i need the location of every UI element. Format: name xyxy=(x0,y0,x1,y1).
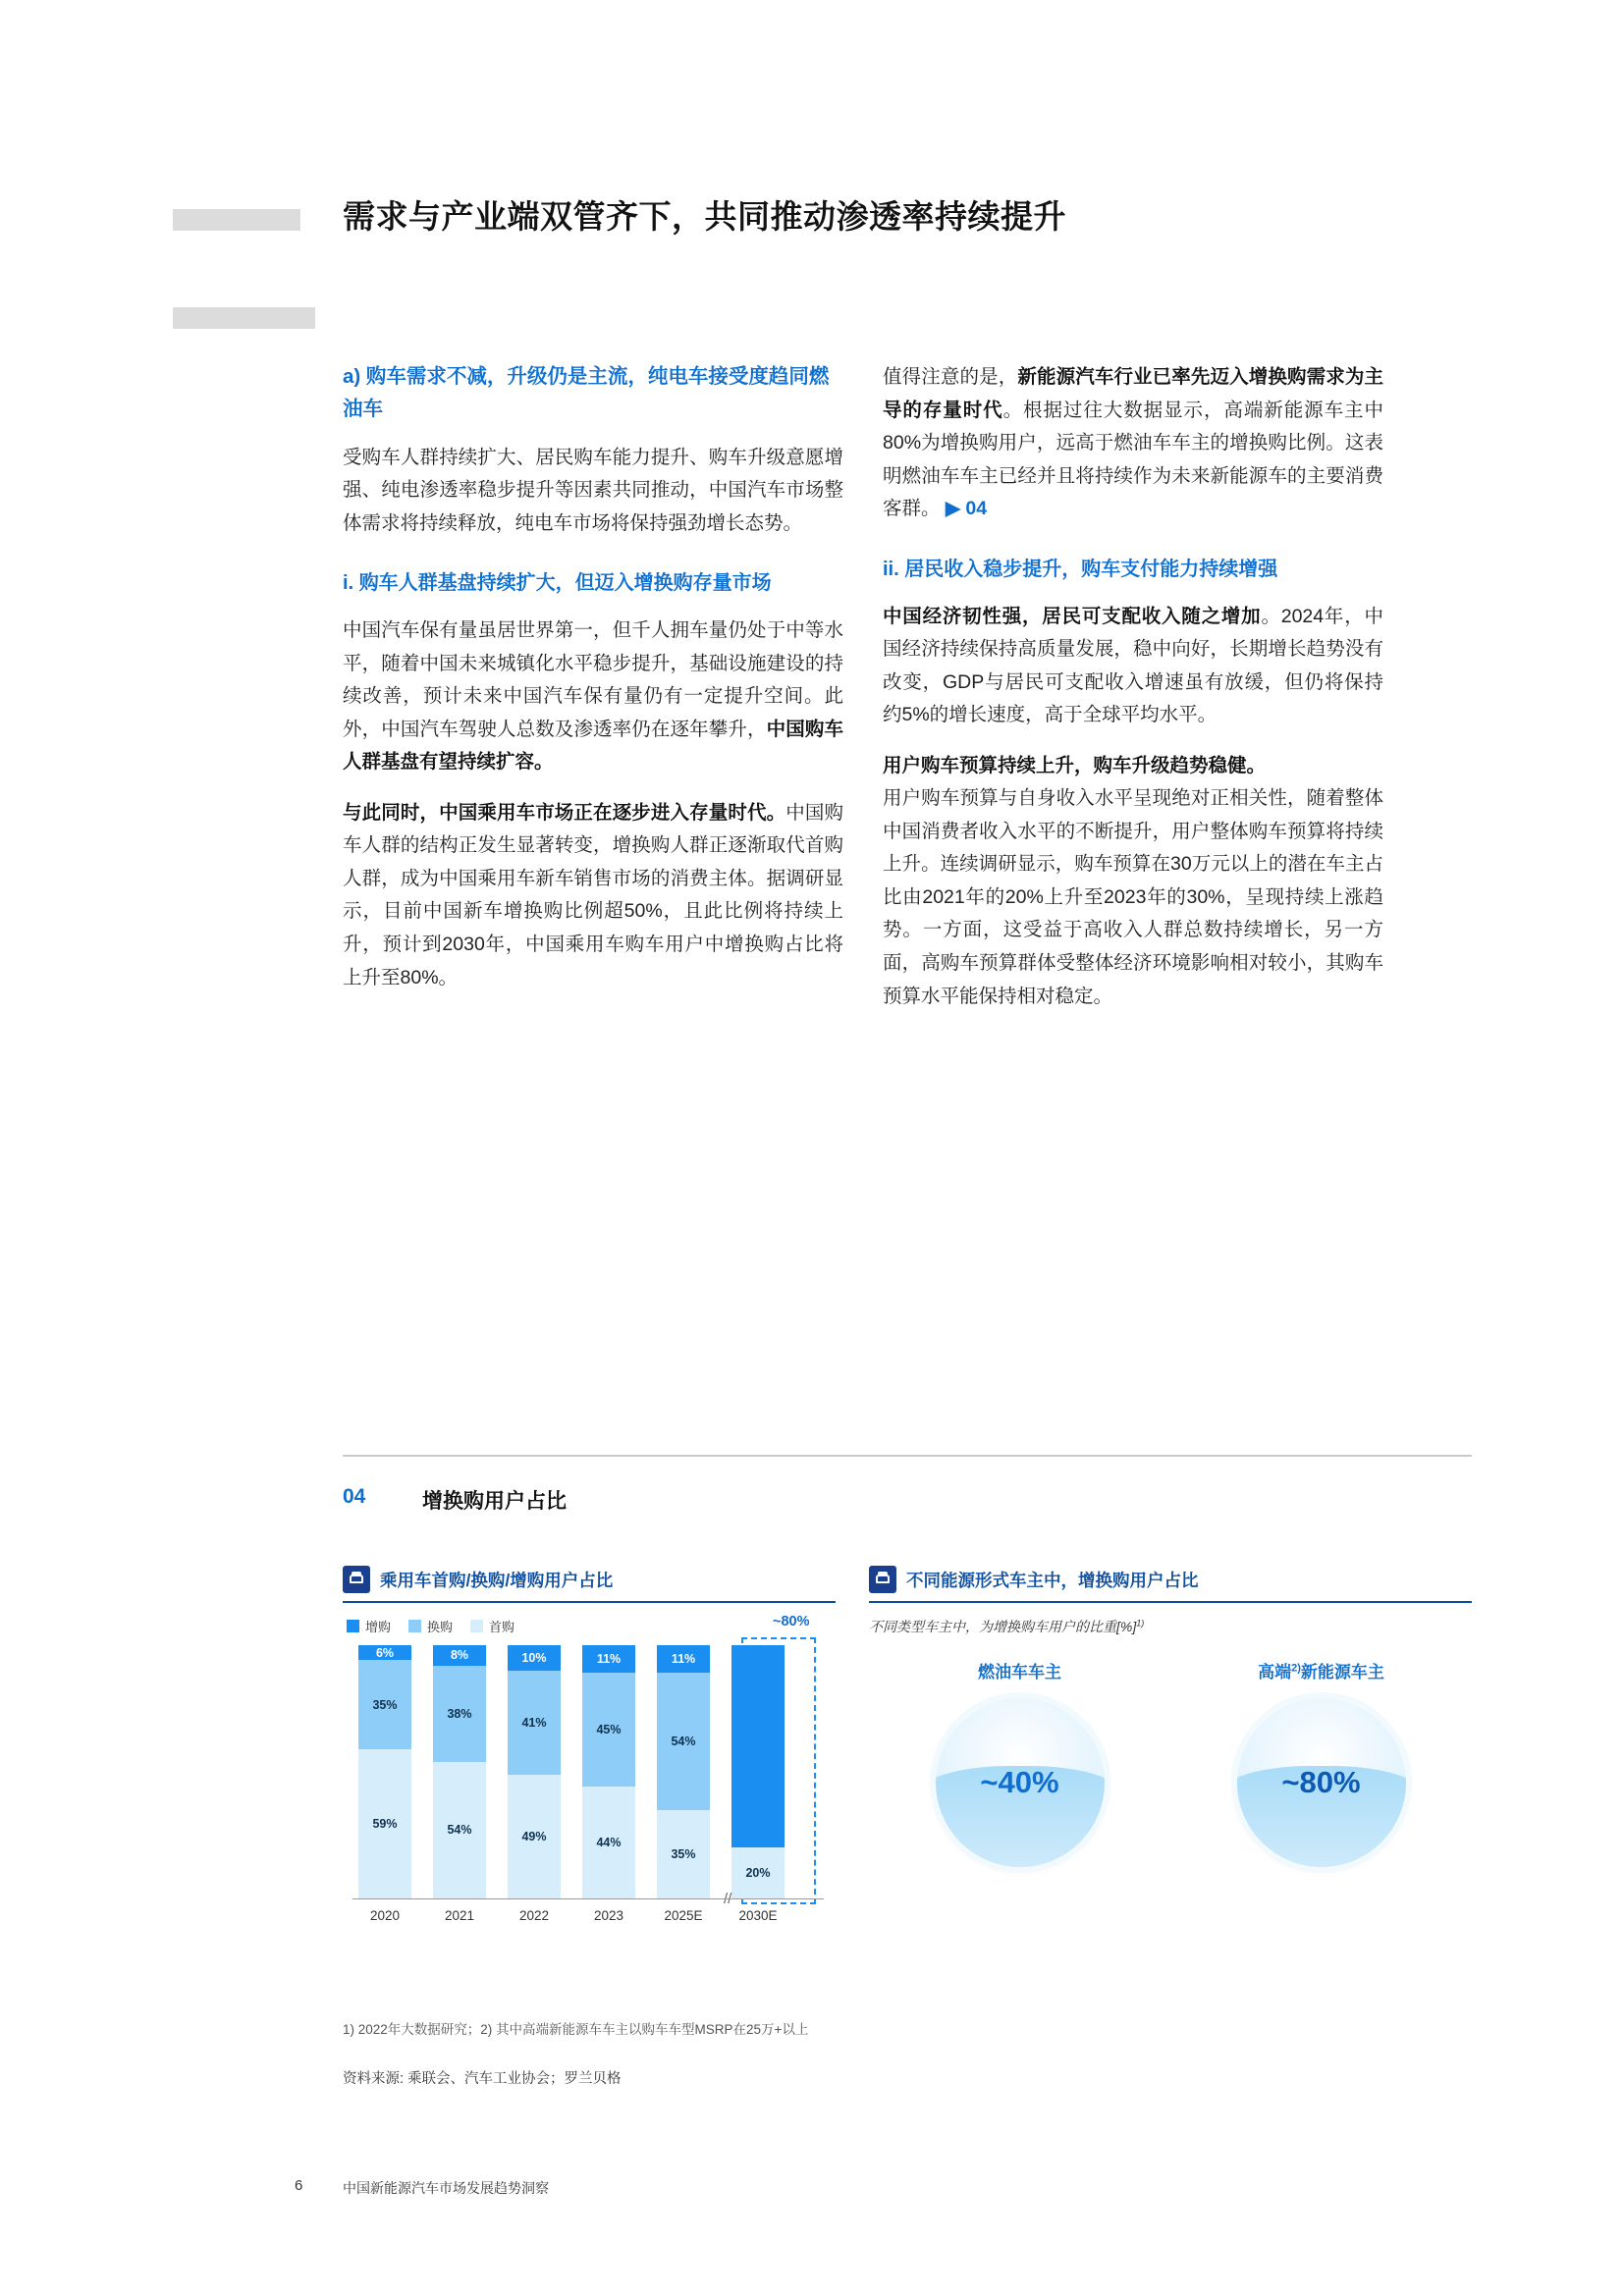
subsection-heading-i-lead: i. xyxy=(343,572,354,595)
bar-column-2023 xyxy=(582,1645,635,1898)
bar-segment-huangou: 35% xyxy=(358,1660,411,1748)
circle-label-nev-sup: 2) xyxy=(1291,1662,1301,1675)
legend-label-shougou: 首购 xyxy=(489,1620,515,1634)
paragraph-income-bold: 中国经济韧性强，居民可支配收入随之增加 xyxy=(883,605,1262,627)
paragraph-ownership-text: 中国汽车保有量虽居世界第一，但千人拥车量仍处于中等水平，随着中国未来城镇化水平稳步提升，基础设施建设的持续改善，预计未来中国汽车保有量仍有一定提升空间。此外，中国汽车驾驶人总数及渗透率仍在逐年攀升， xyxy=(343,619,843,740)
exhibit-divider xyxy=(343,1455,1472,1457)
paragraph-stock-era-bold: 与此同时，中国乘用车市场正在逐步进入存量时代。 xyxy=(343,801,786,824)
bar-chart-columns xyxy=(358,1645,820,1898)
paragraph-stock-era-text: 中国购车人群的结构正发生显著转变，增换购人群正逐渐取代首购人群，成为中国乘用车新车销售市场的消费主体。据调研显示，目前中国新车增换购比例超50%，且此比例将持续上升，预计到2030年，中国乘用车购车用户中增换购占比将上升至80%。 xyxy=(343,801,843,988)
right-column xyxy=(883,361,1383,1031)
car-icon xyxy=(343,1566,370,1593)
paragraph-nev-stock-bold-2: 存量时代 xyxy=(922,399,1003,421)
axis-break-icon xyxy=(724,1891,741,1908)
subsection-heading-i-text: 购车人群基盘持续扩大，但迈入增换购存量市场 xyxy=(358,572,772,595)
bar-segment-huangou: 54% xyxy=(657,1673,710,1809)
bar-segment-huangou: 45% xyxy=(582,1673,635,1787)
x-label-2030e: 2030E xyxy=(738,1908,778,1923)
bar-segment-zenggou: 10% xyxy=(508,1645,561,1671)
subsection-heading-i xyxy=(343,567,843,599)
exhibit-footnote: 1) 2022年大数据研究；2) 其中高端新能源车车主以购车车型MSRP在25万+以上 xyxy=(343,2022,809,2037)
circle-value-fuel: ~40% xyxy=(980,1765,1059,1799)
circle-value-nev: ~80% xyxy=(1281,1765,1361,1799)
legend-swatch-shougou xyxy=(470,1620,483,1632)
circle-label-fuel: 燃油车车主 xyxy=(978,1663,1061,1682)
circle-label-nev xyxy=(1194,1658,1449,1682)
x-label-2023: 2023 xyxy=(593,1908,624,1923)
bar-segment-huangou: 38% xyxy=(433,1666,486,1762)
paragraph-stock-era xyxy=(343,797,843,994)
x-label-2025e: 2025E xyxy=(664,1908,703,1923)
circle-metric-nev xyxy=(1194,1658,1449,1867)
x-axis-line xyxy=(352,1898,824,1899)
chart-panel-bar-header xyxy=(343,1566,836,1603)
circle-label-nev-rest: 新能源车主 xyxy=(1300,1663,1384,1682)
legend-swatch-zenggou xyxy=(347,1620,359,1632)
page-title: 需求与产业端双管齐下，共同推动渗透率持续提升 xyxy=(343,198,1066,235)
bar-segment-shougou: 59% xyxy=(358,1749,411,1898)
x-axis-labels xyxy=(358,1908,820,1923)
bar-column-2030e xyxy=(731,1645,785,1898)
exhibit-number: 04 xyxy=(343,1485,366,1508)
legend-label-huangou: 换购 xyxy=(427,1620,454,1634)
legend-item-huangou xyxy=(408,1617,453,1635)
legend-item-shougou xyxy=(470,1617,514,1635)
bar-segment-shougou: 35% xyxy=(657,1810,710,1898)
bar-segment-zenggou: 11% xyxy=(657,1645,710,1673)
paragraph-nev-stock xyxy=(883,361,1383,526)
subsection-heading-ii xyxy=(883,554,1383,585)
footer-page-number: 6 xyxy=(295,2177,303,2194)
header-accent-bar-top xyxy=(173,209,300,231)
bar-segment-shougou: 20% xyxy=(731,1847,785,1898)
bar-segment-shougou: 54% xyxy=(433,1762,486,1898)
circle-chart-nev xyxy=(1237,1698,1406,1867)
legend-swatch-huangou xyxy=(408,1620,421,1632)
chart-bar-title: 乘用车首购/换购/增购用户占比 xyxy=(380,1570,614,1590)
left-column xyxy=(343,361,843,1012)
bar-column-2022 xyxy=(508,1645,561,1898)
legend-label-zenggou: 增购 xyxy=(365,1620,392,1634)
paragraph-ownership-bold: 中国购车人群基盘有望持续扩容。 xyxy=(343,718,843,774)
paragraph-income-text: 。2024年，中国经济持续保持高质量发展，稳中向好，长期增长趋势没有改变，GDP与居民可支配收入增速虽有放缓，但仍将保持约5%的增长速度，高于全球平均水平。 xyxy=(883,605,1383,726)
exhibit-reference-04[interactable]: ▶ 04 xyxy=(945,498,988,520)
exhibit-source: 资料来源: 乘联会、汽车工业协会；罗兰贝格 xyxy=(343,2071,622,2087)
circle-label-nev-main: 高端 xyxy=(1258,1663,1292,1682)
bar-column-2025e xyxy=(657,1645,710,1898)
bar-column-2021 xyxy=(433,1645,486,1898)
x-label-2022: 2022 xyxy=(518,1908,550,1923)
paragraph-income xyxy=(883,601,1383,732)
paragraph-intro: 受购车人群持续扩大、居民购车能力提升、购车升级意愿增强、纯电渗透率稳步提升等因素共同推动，中国汽车市场整体需求将持续释放，纯电车市场将保持强劲增长态势。 xyxy=(343,446,843,534)
exhibit-title: 增换购用户占比 xyxy=(422,1490,567,1513)
bar-segment-shougou: 44% xyxy=(582,1787,635,1898)
paragraph-nev-stock-text: 。根据过往大数据显示，高端新能源车主中80%为增换购用户，远高于燃油车车主的增换购比例。这表明燃油车车主已经并且将持续作为未来新能源车的主要消费客群。 xyxy=(883,399,1383,520)
circle-metric-fuel xyxy=(893,1658,1148,1867)
circle-metrics xyxy=(869,1658,1472,1867)
chart-panel-circles xyxy=(869,1566,1472,1990)
ev-car-icon xyxy=(869,1566,896,1593)
bar-segment-zenggou: 6% xyxy=(358,1645,411,1660)
paragraph-nev-stock-lead: 值得注意的是， xyxy=(883,366,1018,388)
subsection-heading-ii-text: 居民收入稳步提升，购车支付能力持续增强 xyxy=(904,558,1278,580)
paragraph-budget-text: 用户购车预算与自身收入水平呈现绝对正相关性，随着整体中国消费者收入水平的不断提升，用户整体购车预算将持续上升。连续调研显示，购车预算在30万元以上的潜在车主占比由2021年的20%上升至2023年的30%，呈现持续上涨趋势。一方面，这受益于高收入人群总数持续增长，另一方面，高购车预算群体受整体经济环境影响相对较小，其购车预算水平能保持相对稳定。 xyxy=(883,787,1383,1007)
bar-segment-zenghuan xyxy=(731,1645,785,1847)
legend-item-zenggou xyxy=(347,1617,391,1635)
chart-circles-subtitle-text: 不同类型车主中，为增换购车用户的比重[%] xyxy=(869,1619,1137,1634)
chart-panel-bar xyxy=(343,1566,836,1990)
bar-segment-huangou: 41% xyxy=(508,1671,561,1775)
bar-segment-shougou: 49% xyxy=(508,1775,561,1898)
chart-panel-circles-header xyxy=(869,1566,1472,1603)
subsection-heading-ii-lead: ii. xyxy=(883,558,899,580)
bar-segment-zenggou: 11% xyxy=(582,1645,635,1673)
bar-column-2020 xyxy=(358,1645,411,1898)
chart-circles-subtitle-sup: 1) xyxy=(1136,1618,1145,1629)
paragraph-budget-bold: 用户购车预算持续上升，购车升级趋势稳健。 xyxy=(883,754,1267,776)
chart-bar-legend xyxy=(343,1617,836,1635)
paragraph-ownership xyxy=(343,614,843,779)
chart-circles-subtitle xyxy=(869,1617,1472,1636)
chart-circles-title: 不同能源形式车主中，增换购用户占比 xyxy=(906,1570,1199,1590)
chart-annotation-80: ~80% xyxy=(773,1614,810,1629)
x-label-2021: 2021 xyxy=(444,1908,475,1923)
paragraph-nev-stock-bold-1: 新能源汽车行业已率先迈入增换购需求为主导的 xyxy=(883,366,1383,421)
section-heading-a: a) 购车需求不减，升级仍是主流，纯电车接受度趋同燃油车 xyxy=(343,365,830,420)
paragraph-budget xyxy=(883,750,1383,1013)
bar-segment-zenggou: 8% xyxy=(433,1645,486,1666)
circle-chart-fuel xyxy=(936,1698,1105,1867)
header-accent-bar-bottom xyxy=(173,307,315,329)
footer-document-title: 中国新能源汽车市场发展趋势洞察 xyxy=(343,2180,549,2196)
x-label-2020: 2020 xyxy=(369,1908,401,1923)
